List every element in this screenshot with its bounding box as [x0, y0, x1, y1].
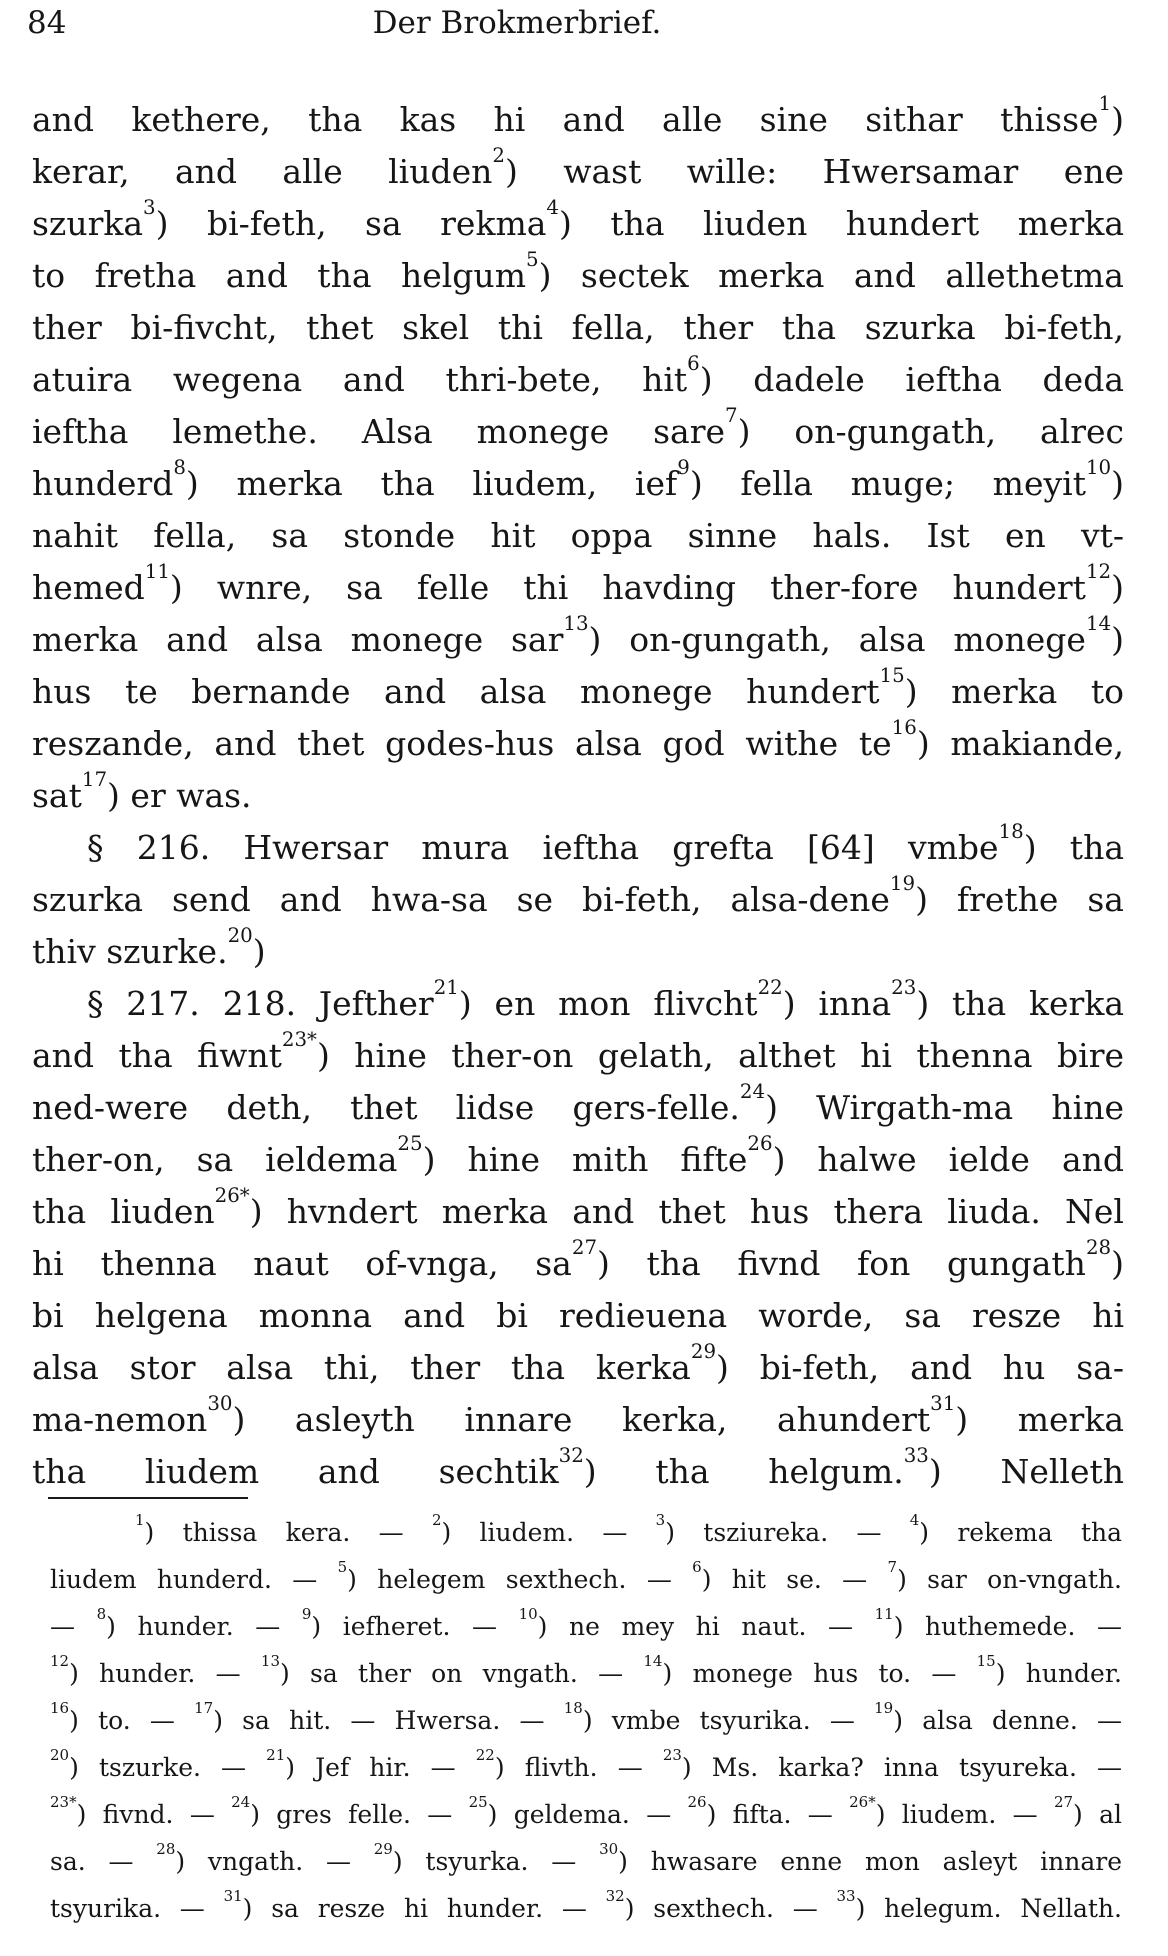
text-line: sa. — $^{28}$) vngath. — $^{29}$) tsyurka. — $^{30}$) hwasare enne mon asleyt innare — [50, 1839, 1122, 1876]
text-line: tsyurika. — $^{31}$) sa resze hi hunder. — $^{32}$) sexthech. — $^{33}$) helegum. Nellath. — [50, 1886, 1122, 1923]
footnote-marker: 21 — [266, 1745, 286, 1764]
footnote-marker: 26 — [747, 1132, 773, 1156]
text-line: sat$^{17}$) er was. — [32, 768, 252, 815]
footnote-marker: 18 — [998, 820, 1024, 844]
footnote-marker: 10 — [518, 1604, 538, 1623]
text-line: hunderd$^8$) merka tha liudem, ief$^9$) fella muge; meyit$^{10}$) — [32, 456, 1125, 503]
footnote-marker: 26* — [214, 1184, 250, 1208]
footnote-marker: 13 — [563, 612, 589, 636]
text-line: and tha fiwnt$^{23*}$) hine ther-on gelath, althet hi thenna bire — [32, 1028, 1124, 1075]
footnote-marker: 1 — [1098, 92, 1112, 116]
footnote-marker: 14 — [1085, 612, 1112, 636]
footnote-marker: 30 — [599, 1839, 619, 1858]
footnote-marker: 13 — [260, 1651, 280, 1670]
footnote-marker: 4 — [546, 196, 560, 220]
footnote-marker: 16 — [50, 1698, 70, 1717]
footnote-marker: 28 — [1085, 1236, 1112, 1260]
footnote-marker: 9 — [301, 1604, 312, 1623]
footnote-marker: 29 — [690, 1340, 717, 1364]
footnote-marker: 17 — [194, 1698, 214, 1717]
footnote-marker: 12 — [1085, 560, 1112, 584]
text-line: ma-nemon$^{30}$) asleyth innare kerka, ahundert$^{31}$) merka — [32, 1392, 1124, 1439]
text-line: reszande, and thet godes-hus alsa god withe $te^{16}$) makiande, — [32, 716, 1124, 763]
footnote-marker: 5 — [525, 248, 539, 272]
footnote-marker: 4 — [909, 1510, 920, 1529]
footnote-marker: 8 — [173, 456, 186, 480]
text-line: tha liuden$^{26*}$) hvndert merka and thet hus thera liuda. Nel — [32, 1184, 1124, 1231]
footnote-marker: 23* — [281, 1028, 317, 1052]
footnote-marker: 12 — [50, 1651, 70, 1670]
footnote-marker: 22 — [757, 976, 783, 1000]
footnote-marker: 32 — [558, 1444, 584, 1468]
text-line: § 217. 218. Jefther$^{21}$) en mon flivcht$^{22}$) inna$^{23}$) tha kerka — [87, 976, 1125, 1023]
text-line: kerar, and alle liuden$^2$) wast wille: Hwersamar ene — [32, 144, 1125, 191]
footnote-marker: 1 — [135, 1510, 145, 1529]
footnote-marker: 11 — [144, 560, 170, 584]
footnote-marker: 25 — [468, 1792, 488, 1811]
footnote-marker: 20 — [227, 924, 253, 948]
text-line: $^{12}$) hunder. — $^{13}$) sa ther on vngath. — $^{14}$) monege hus to. — $^{15}$) hunder. — [50, 1651, 1122, 1688]
footnote-marker: 3 — [655, 1510, 666, 1529]
footnote-marker: 21 — [433, 976, 459, 1000]
page-number: 84 — [27, 5, 67, 41]
text-line: — $^8$) hunder. — $^9$) iefheret. — $^{10}$) ne mey hi naut. — $^{11}$) huthemede. — — [50, 1604, 1122, 1641]
footnote-marker: 2 — [431, 1510, 442, 1529]
text-line: and kethere, tha kas hi and alle sine sithar thisse$^1$) — [32, 92, 1124, 139]
footnote-marker: 15 — [879, 664, 905, 688]
footnote-marker: 33 — [836, 1886, 856, 1905]
text-line: to fretha and tha helgum$^5$) sectek merka and allethetma — [32, 248, 1124, 295]
footnote-marker: 7 — [887, 1557, 898, 1576]
footnote-marker: 17 — [81, 768, 108, 792]
footnote-marker: 6 — [692, 1557, 702, 1576]
footnote-marker: 27 — [1053, 1792, 1074, 1811]
footnote-marker: 16 — [891, 716, 917, 740]
footnote-marker: 3 — [143, 196, 156, 220]
footnote-marker: 2 — [492, 144, 505, 168]
footnote-marker: 28 — [156, 1839, 176, 1858]
running-title: Der Brokmerbrief. — [372, 5, 662, 41]
footnote-marker: 29 — [373, 1839, 393, 1858]
footnote-marker: 25 — [397, 1132, 423, 1156]
footnotes-block — [50, 1509, 1122, 1932]
footnote-marker: 24 — [739, 1080, 766, 1104]
text-line: atuira wegena and thri-bete, hit$^6$) dadele ieftha deda — [32, 352, 1124, 399]
text-line: liudem hunderd. — $^5$) helegem sexthech. — $^6$) hit se. — $^7$) sar on-vngath. — [50, 1557, 1122, 1594]
footnote-marker: 11 — [874, 1604, 894, 1623]
footnote-marker: 6 — [687, 352, 700, 376]
text-line: nahit fella, sa stonde hit oppa sinne hals. Ist en vt- — [32, 516, 1124, 555]
footnote-marker: 8 — [96, 1604, 107, 1623]
footnote-separator — [48, 1497, 248, 1499]
footnote-marker: 26* — [849, 1792, 876, 1811]
footnote-marker: 23 — [891, 976, 917, 1000]
footnote-marker: 20 — [50, 1745, 70, 1764]
text-line: ther bi-fivcht, thet skel thi fella, ther tha szurka bi-feth, — [32, 308, 1124, 347]
footnote-marker: 24 — [231, 1792, 251, 1811]
footnote-marker: 27 — [571, 1236, 598, 1260]
footnote-marker: 14 — [643, 1651, 663, 1670]
footnote-marker: 22 — [475, 1745, 495, 1764]
text-line: hemed$^{11}$) wnre, sa felle thi havding ther-fore hundert$^{12}$) — [32, 560, 1124, 607]
footnote-marker: 19 — [874, 1698, 894, 1717]
text-line: alsa stor alsa thi, ther tha kerka$^{29}$) bi-feth, and hu sa- — [32, 1340, 1124, 1387]
footnote-marker: 15 — [976, 1651, 996, 1670]
text-line: ned-were deth, thet lidse gers-felle.$^{24}$) Wirgath-ma hine — [32, 1080, 1124, 1127]
footnote-marker: 30 — [207, 1392, 233, 1416]
footnote-marker: 33 — [903, 1444, 929, 1468]
footnote-marker: 32 — [605, 1886, 625, 1905]
text-line: merka and alsa monege sar$^{13}$) on-gungath, alsa monege$^{14}$) — [32, 612, 1124, 659]
text-line: szurka$^3$) bi-feth, sa rekma$^4$) tha liuden hundert merka — [32, 196, 1125, 243]
text-line: $^{23*}$) fivnd. — $^{24}$) gres felle. — $^{25}$) geldema. — $^{26}$) fifta. — $^{26*}$) liudem. — $^{27}$) al — [50, 1792, 1123, 1829]
footnote-marker: 9 — [677, 456, 690, 480]
text-line: hi thenna naut of-vnga, $sa^{27}$) tha fivnd fon gungath$^{28}$) — [32, 1236, 1124, 1283]
text-line: $^{20}$) tszurke. — $^{21}$) Jef hir. — $^{22}$) flivth. — $^{23}$) Ms. karka? inna tsyureka. — — [50, 1745, 1122, 1782]
main-text-block — [32, 94, 1124, 1498]
text-line: $^1$) thissa kera. — $^2$) liudem. — $^3$) tsziureka. — $^4$) rekema tha — [135, 1510, 1122, 1547]
footnote-marker: 31 — [223, 1886, 243, 1905]
footnote-marker: 19 — [889, 872, 916, 896]
text-line: szurka send and hwa-sa se bi-feth, alsa-dene$^{19}$) frethe sa — [32, 872, 1124, 919]
text-line: ther-on, sa ieldema$^{25}$) hine mith fifte$^{26}$) halwe ielde and — [32, 1132, 1124, 1179]
text-line: hus te bernande and alsa monege hundert$^{15}$) merka to — [32, 664, 1125, 711]
footnote-marker: 26 — [687, 1792, 707, 1811]
footnote-marker: 5 — [337, 1557, 348, 1576]
text-line: § 216. Hwersar mura ieftha grefta [64] vmbe$^{18}$) tha — [87, 820, 1124, 867]
footnote-marker: 23* — [50, 1792, 77, 1811]
text-line: ieftha lemethe. Alsa monege sare$^7$) on-gungath, alrec — [32, 404, 1124, 451]
footnote-marker: 23 — [662, 1745, 682, 1764]
footnote-marker: 10 — [1085, 456, 1112, 480]
text-line: tha liudem and sechtik$^{32}$) tha helgum.$^{33}$) Nelleth — [32, 1444, 1125, 1491]
text-line: thiv szurke.$^{20}$) — [32, 924, 266, 971]
footnote-marker: 18 — [563, 1698, 583, 1717]
text-line: bi helgena monna and bi redieuena worde, sa resze hi — [32, 1296, 1124, 1335]
text-line: $^{16}$) to. — $^{17}$) sa hit. — Hwersa. — $^{18}$) vmbe tsyurika. — $^{19}$) alsa denne. — — [50, 1698, 1123, 1735]
footnote-marker: 31 — [930, 1392, 956, 1416]
footnote-marker: 7 — [725, 404, 738, 428]
